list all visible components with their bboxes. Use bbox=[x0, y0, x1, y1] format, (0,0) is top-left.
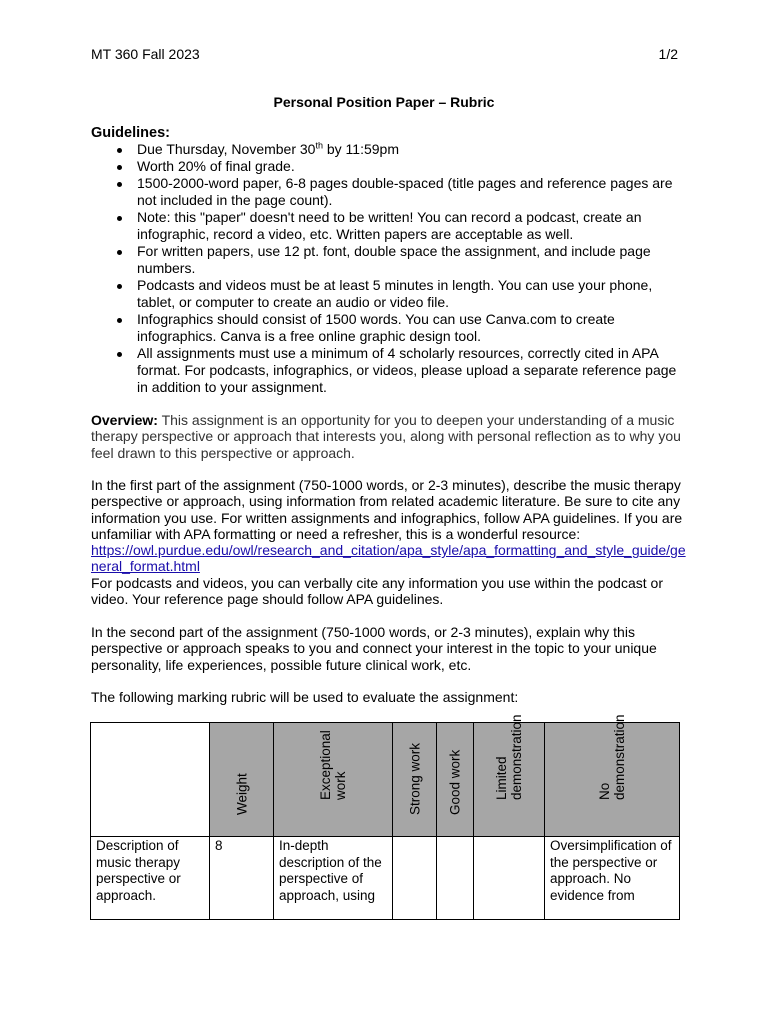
rubric-header-good: Good work bbox=[437, 723, 474, 837]
guideline-item: For written papers, use 12 pt. font, double space the assignment, and include page numbers. bbox=[91, 243, 691, 277]
rubric-criterion: Description of music therapy perspective or approach. bbox=[91, 837, 210, 920]
table-row bbox=[91, 837, 680, 920]
guideline-item: Infographics should consist of 1500 words. You can use Canva.com to create infographics. Canva is a free online graphic design tool. bbox=[91, 311, 691, 345]
guidelines-list bbox=[91, 141, 691, 396]
rubric-intro: The following marking rubric will be used to evaluate the assignment: bbox=[91, 689, 519, 705]
rubric-good bbox=[437, 837, 474, 920]
apa-resource-link[interactable]: https://owl.purdue.edu/owl/research_and_citation/apa_style/apa_formatting_and_style_guide/ge neral_format.html bbox=[91, 542, 686, 575]
rubric-table bbox=[90, 714, 680, 920]
rubric-limited bbox=[474, 837, 545, 920]
rubric-weight: 8 bbox=[210, 837, 274, 920]
page-number: 1/2 bbox=[658, 46, 678, 62]
rubric-header-strong: Strong work bbox=[393, 723, 437, 837]
guideline-item: Podcasts and videos must be at least 5 minutes in length. You can use your phone, tablet, or computer to create an audio or video file. bbox=[91, 277, 691, 311]
overview-text: This assignment is an opportunity for you to deepen your understanding of a music therapy perspective or approach that interests you, along with personal reflection as to why you feel drawn to this perspective or approach. bbox=[91, 412, 681, 461]
guidelines-heading: Guidelines: bbox=[91, 125, 170, 141]
overview-label: Overview: bbox=[91, 412, 158, 428]
rubric-strong bbox=[393, 837, 437, 920]
rubric-header-none: No demonstration bbox=[545, 723, 680, 837]
rubric-header-criterion bbox=[91, 723, 210, 837]
rubric-header-row bbox=[91, 723, 680, 837]
ordinal-suffix: th bbox=[315, 140, 323, 151]
guideline-item: Worth 20% of final grade. bbox=[91, 158, 691, 175]
rubric-exceptional: In-depth description of the perspective of approach, using bbox=[274, 837, 393, 920]
part1-paragraph: In the first part of the assignment (750-1000 words, or 2-3 minutes), describe the music therapy perspective or approach, using information from related academic literature. Be sure to cite any information you use. For written assignments and infographics, follow APA guidelines. If you are unfamiliar with APA formatting or need a refresher, this is a wonderful resource: https://owl.purdue.edu/owl/research_and_citation/apa_style/apa_formatting_and_style_guide/ge neral_format.html For podcasts and videos, you can verbally cite any information you use within the podcast or video. Your reference page should follow APA guidelines. bbox=[91, 477, 686, 608]
guideline-item: All assignments must use a minimum of 4 scholarly resources, correctly cited in APA format. For podcasts, infographics, or videos, please upload a separate reference page in addition to your assignment. bbox=[91, 345, 691, 396]
guideline-item: Due Thursday, November 30th by 11:59pm bbox=[91, 141, 691, 158]
document-title: Personal Position Paper – Rubric bbox=[273, 94, 495, 110]
rubric-header-exceptional: Exceptional work bbox=[274, 723, 393, 837]
rubric-header-limited: Limited demonstration bbox=[474, 723, 545, 837]
overview-paragraph bbox=[91, 412, 691, 461]
part2-paragraph: In the second part of the assignment (750-1000 words, or 2-3 minutes), explain why this perspective or approach speaks to you and connect your interest in the topic to your unique personality, life experiences, possible future clinical work, etc. bbox=[91, 624, 657, 673]
guideline-item: Note: this "paper" doesn't need to be written! You can record a podcast, create an infographic, record a video, etc. Written papers are acceptable as well. bbox=[91, 209, 691, 243]
guideline-item: 1500-2000-word paper, 6-8 pages double-spaced (title pages and reference pages are not included in the page count). bbox=[91, 175, 691, 209]
course-header: MT 360 Fall 2023 bbox=[91, 46, 200, 62]
rubric-header-weight: Weight bbox=[210, 723, 274, 837]
rubric-none: Oversimplification of the perspective or approach. No evidence from bbox=[545, 837, 680, 920]
